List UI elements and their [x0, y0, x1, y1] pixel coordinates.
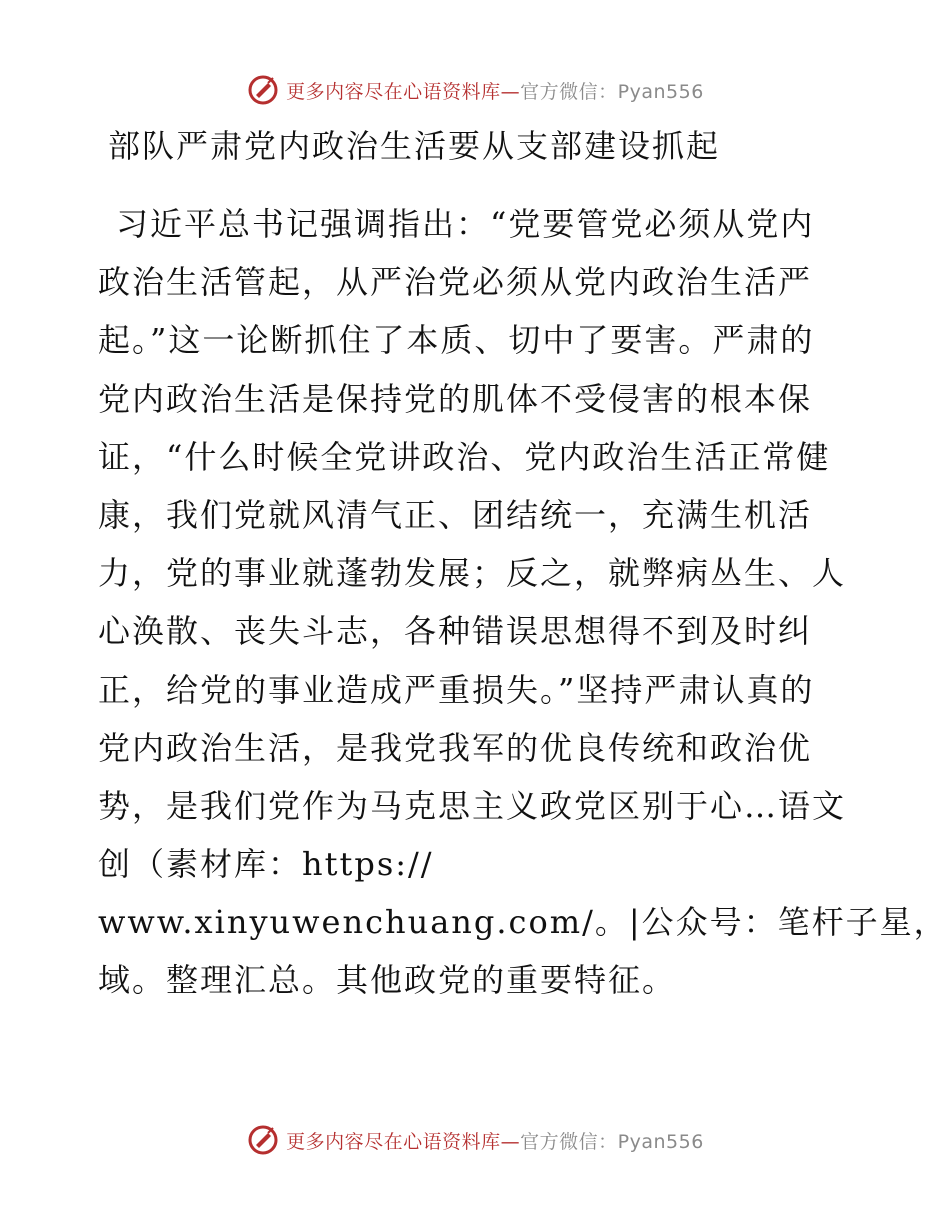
header-banner-text: [286, 77, 704, 104]
paragraph-line: 党内政治生活是保持党的肌体不受侵害的根本保: [98, 379, 813, 418]
paragraph-line: 正，给党的事业造成严重损失。”坚持严肃认真的: [98, 670, 815, 709]
paragraph-line: 习近平总书记强调指出：“党要管党必须从党内: [116, 205, 815, 243]
paragraph-line: 政治生活管起，从严治党必须从党内政治生活严: [98, 263, 813, 302]
paragraph-line: 力，党的事业就蓬勃发展；反之，就弊病丛生、人: [98, 554, 847, 593]
brand-logo-icon: [246, 1123, 280, 1157]
paragraph-line: 证，“什么时候全党讲政治、党内政治生活正常健: [98, 437, 831, 476]
paragraph-line: 起。”这一论断抓住了本质、切中了要害。严肃的: [98, 321, 815, 360]
paragraph-line: 党内政治生活，是我党我军的优良传统和政治优: [98, 728, 813, 767]
header-banner: [0, 70, 950, 110]
banner-site-text: 更多内容尽在心语资料库—: [286, 80, 521, 103]
footer-banner-text: [286, 1127, 704, 1154]
paragraph-line: 创（素材库：https://: [98, 845, 434, 884]
document-title: 部队严肃党内政治生活要从支部建设抓起: [108, 127, 721, 165]
paragraph-line: www.xinyuwenchuang.com/。|公众号：笔杆子星，: [98, 903, 948, 942]
paragraph-line: 势，是我们党作为马克思主义政党区别于心…语文: [98, 786, 847, 825]
banner-wechat-text: 官方微信：Pyan556: [520, 1130, 704, 1153]
paragraph-line: 心涣散、丧失斗志，各种错误思想得不到及时纠: [98, 612, 813, 651]
banner-wechat-text: 官方微信：Pyan556: [520, 80, 704, 103]
paragraph-line: 域。整理汇总。其他政党的重要特征。: [98, 961, 677, 1000]
document-body: [98, 195, 948, 1010]
paragraph-line: 康，我们党就风清气正、团结统一，充满生机活: [98, 495, 813, 534]
brand-logo-icon: [246, 73, 280, 107]
footer-banner: [0, 1120, 950, 1160]
banner-site-text: 更多内容尽在心语资料库—: [286, 1130, 521, 1153]
